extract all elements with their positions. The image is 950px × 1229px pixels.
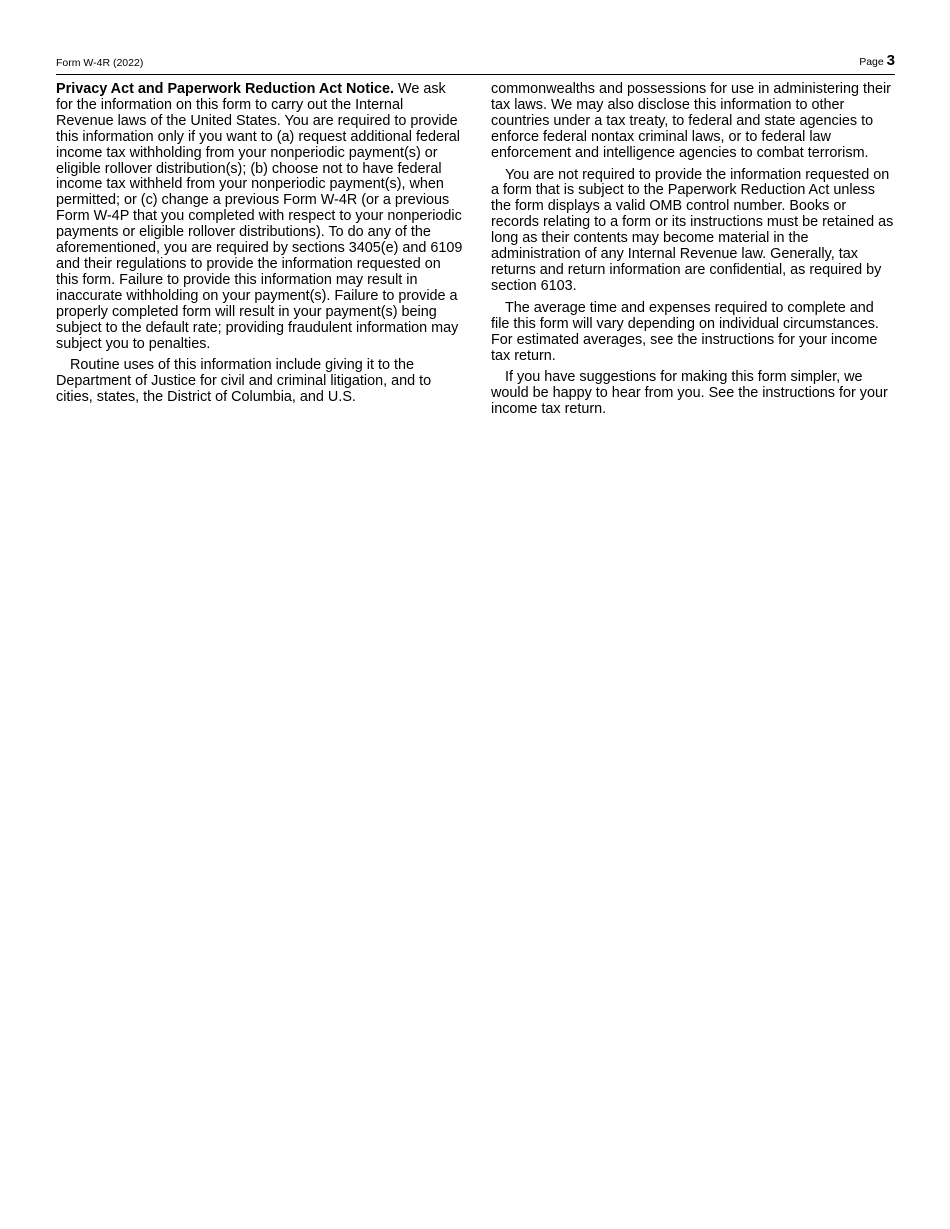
privacy-act-paragraph: [56, 82, 464, 352]
page-number-label: [859, 53, 895, 70]
routine-uses-paragraph: Routine uses of this information include giving it to the Department of Justice for civil and criminal litigation, and to cities, states, the District of Columbia, and U.S.: [56, 357, 432, 406]
form-identifier: Form W-4R (2022): [56, 57, 144, 69]
privacy-act-heading: Privacy Act and Paperwork Reduction Act Notice.: [56, 81, 395, 97]
omb-paragraph: You are not required to provide the information requested on a form that is subject to the Paperwork Reduction Act unless the form displays a valid OMB control number. Books or records relating to a form or its instructions must be retained as long as their contents may become material in the administration of any Internal Revenue law. Generally, tax returns and return information are confidential, as required by section 6103.: [491, 166, 894, 294]
page-header: [56, 53, 895, 75]
page-number: 3: [886, 52, 895, 69]
privacy-act-body: We ask for the information on this form to carry out the Internal Revenue laws of the United States. You are required to provide this information only if you want to (a) request additional federal income tax withholding from your nonperiodic payment(s) or eligible rollover distribution(s); (b) choose not to have federal income tax withheld from your nonperiodic payment(s), when permitted; or (c) change a previous Form W-4R (or a previous Form W-4P that you completed with respect to your nonperiodic payments or eligible rollover distributions). To do any of the aforementioned, you are required by sections 3405(e) and 6109 and their regulations to provide the information requested on this form. Failure to provide this information may result in inaccurate withholding on your payment(s). Failure to provide a properly completed form will result in your payment(s) being subject to the default rate; providing fraudulent information may subject you to penalties.: [56, 81, 463, 352]
page-label: Page: [859, 56, 884, 68]
time-estimate-paragraph: The average time and expenses required to complete and file this form will vary depending on individual circumstances. For estimated averages, see the instructions for your income tax return.: [491, 299, 879, 364]
disclosure-paragraph: commonwealths and possessions for use in administering their tax laws. We may also disclose this information to other countries under a tax treaty, to federal and state agencies to enforce federal nontax criminal laws, or to federal law enforcement and intelligence agencies to combat terrorism.: [491, 81, 891, 161]
suggestions-paragraph: If you have suggestions for making this form simpler, we would be happy to hear from you. See the instructions for your income tax return.: [491, 369, 888, 418]
left-column: [56, 82, 464, 412]
right-column: [491, 82, 895, 424]
